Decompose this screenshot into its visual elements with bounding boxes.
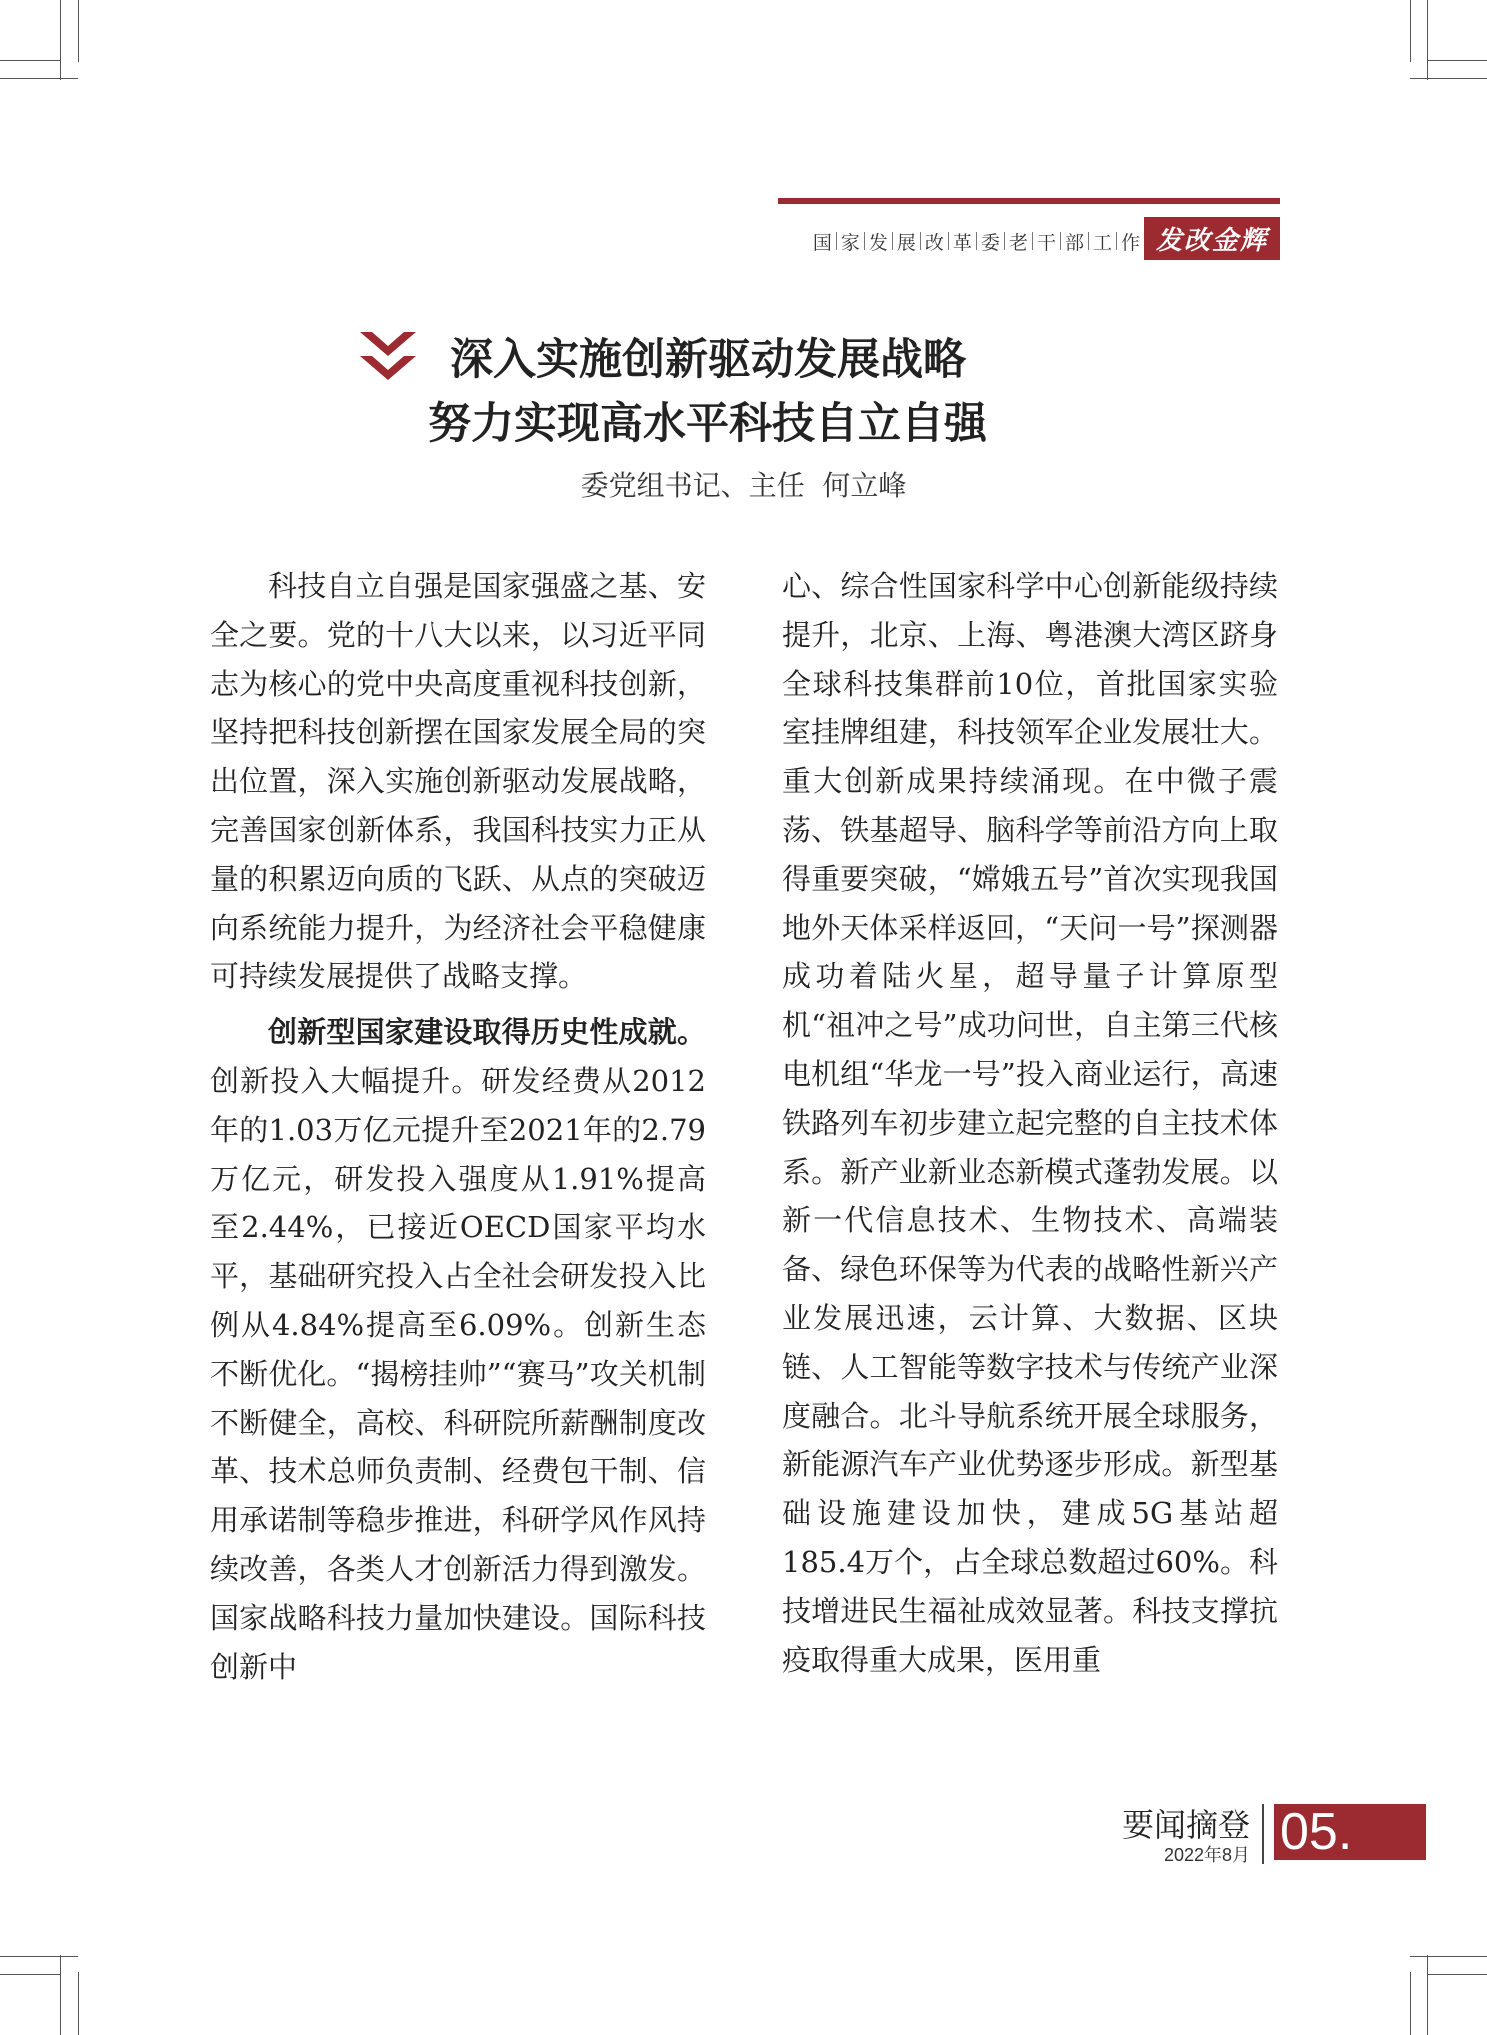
paragraph: [210, 1008, 706, 1691]
crop-mark: [1410, 1972, 1411, 2035]
paragraph-lead: 创新型国家建设取得历史性成就。: [268, 1015, 706, 1050]
crop-mark: [1427, 0, 1428, 80]
crop-mark: [1427, 1955, 1428, 2035]
crop-mark: [1410, 78, 1487, 79]
article-title-line1: 深入实施创新驱动发展战略: [450, 335, 966, 385]
org-name-char: 老: [1008, 231, 1028, 254]
paragraph-body: 创新投入大幅提升。研发经费从2012年的1.03万亿元提升至2021年的2.79万亿元，研发投入强度从1.91%提高至2.44%，已接近OECD国家平均水平，基础研究投入占全社会研发投入比例从4.84%提高至6.09%。创新生态不断优化。“揭榜挂帅”“赛马”攻关机制不断健全，高校、科研院所薪酬制度改革、技术总师负责制、经费包干制、信用承诺制等稳步推进，科研学风作风持续改善，各类人才创新活力得到激发。国家战略科技力量加快建设。国际科技创新中: [210, 1063, 706, 1684]
header-brand-badge: 发改金辉: [1144, 217, 1280, 260]
header-rule: [778, 198, 1280, 204]
org-name-separator: [864, 232, 865, 250]
org-name-char: 工: [1092, 231, 1112, 254]
org-name-separator: [1060, 232, 1061, 250]
org-name-char: 委: [980, 231, 1000, 254]
org-name-char: 发: [868, 231, 888, 254]
right-column: [782, 562, 1278, 1691]
org-name-separator: [948, 232, 949, 250]
footer-section-name: 要闻摘登: [1121, 1807, 1250, 1843]
crop-mark: [60, 0, 61, 80]
crop-mark: [0, 60, 60, 61]
crop-mark: [78, 1972, 79, 2035]
crop-mark: [60, 1955, 61, 2035]
org-name-char: 国: [812, 231, 832, 254]
org-name-char: 改: [924, 231, 944, 254]
left-column: [210, 562, 706, 1698]
footer-issue-date: 2022年8月: [1163, 1845, 1250, 1865]
page-number: 05.: [1274, 1804, 1426, 1860]
crop-mark: [78, 0, 79, 62]
org-name-char: 展: [896, 231, 916, 254]
org-name-separator: [1032, 232, 1033, 250]
crop-mark: [1410, 1956, 1487, 1957]
org-name-char: 作: [1120, 231, 1140, 254]
crop-mark: [0, 1956, 78, 1957]
crop-mark: [0, 78, 78, 79]
org-name-char: 家: [840, 231, 860, 254]
org-name-separator: [1116, 232, 1117, 250]
crop-mark: [1427, 1974, 1487, 1975]
paragraph: 心、综合性国家科学中心创新能级持续提升，北京、上海、粤港澳大湾区跻身全球科技集群前10位，首批国家实验室挂牌组建，科技领军企业发展壮大。重大创新成果持续涌现。在中微子震荡、铁基超导、脑科学等前沿方向上取得重要突破，“嫦娥五号”首次实现我国地外天体采样返回，“天问一号”探测器成功着陆火星，超导量子计算原型机“祖冲之号”成功问世，自主第三代核电机组“华龙一号”投入商业运行，高速铁路列车初步建立起完整的自主技术体系。新产业新业态新模式蓬勃发展。以新一代信息技术、生物技术、高端装备、绿色环保等为代表的战略性新兴产业发展迅速，云计算、大数据、区块链、人工智能等数字技术与传统产业深度融合。北斗导航系统开展全球服务，新能源汽车产业优势逐步形成。新型基础设施建设加快，建成5G基站超185.4万个，占全球总数超过60%。科技增进民生福祉成效显著。科技支撑抗疫取得重大成果，医用重: [782, 569, 1278, 1677]
org-name-char: 部: [1064, 231, 1084, 254]
header-org-name: [778, 228, 1140, 254]
org-name-char: 革: [952, 231, 972, 254]
footer-divider: [1262, 1804, 1264, 1864]
org-name-separator: [976, 232, 977, 250]
crop-mark: [1410, 0, 1411, 62]
org-name-separator: [1004, 232, 1005, 250]
article-byline: 委党组书记、主任 何立峰: [580, 469, 907, 502]
org-name-separator: [836, 232, 837, 250]
paragraph: 科技自立自强是国家强盛之基、安全之要。党的十八大以来，以习近平同志为核心的党中央高度重视科技创新，坚持把科技创新摆在国家发展全局的突出位置，深入实施创新驱动发展战略，完善国家创新体系，我国科技实力正从量的积累迈向质的飞跃、从点的突破迈向系统能力提升，为经济社会平稳健康可持续发展提供了战略支撑。: [210, 569, 706, 994]
article-title-line2: 努力实现高水平科技自立自强: [428, 399, 987, 449]
crop-mark: [0, 1974, 60, 1975]
org-name-separator: [892, 232, 893, 250]
double-chevron-down-icon: [360, 332, 416, 382]
org-name-separator: [920, 232, 921, 250]
crop-mark: [1427, 60, 1487, 61]
org-name-separator: [1088, 232, 1089, 250]
org-name-char: 干: [1036, 231, 1056, 254]
